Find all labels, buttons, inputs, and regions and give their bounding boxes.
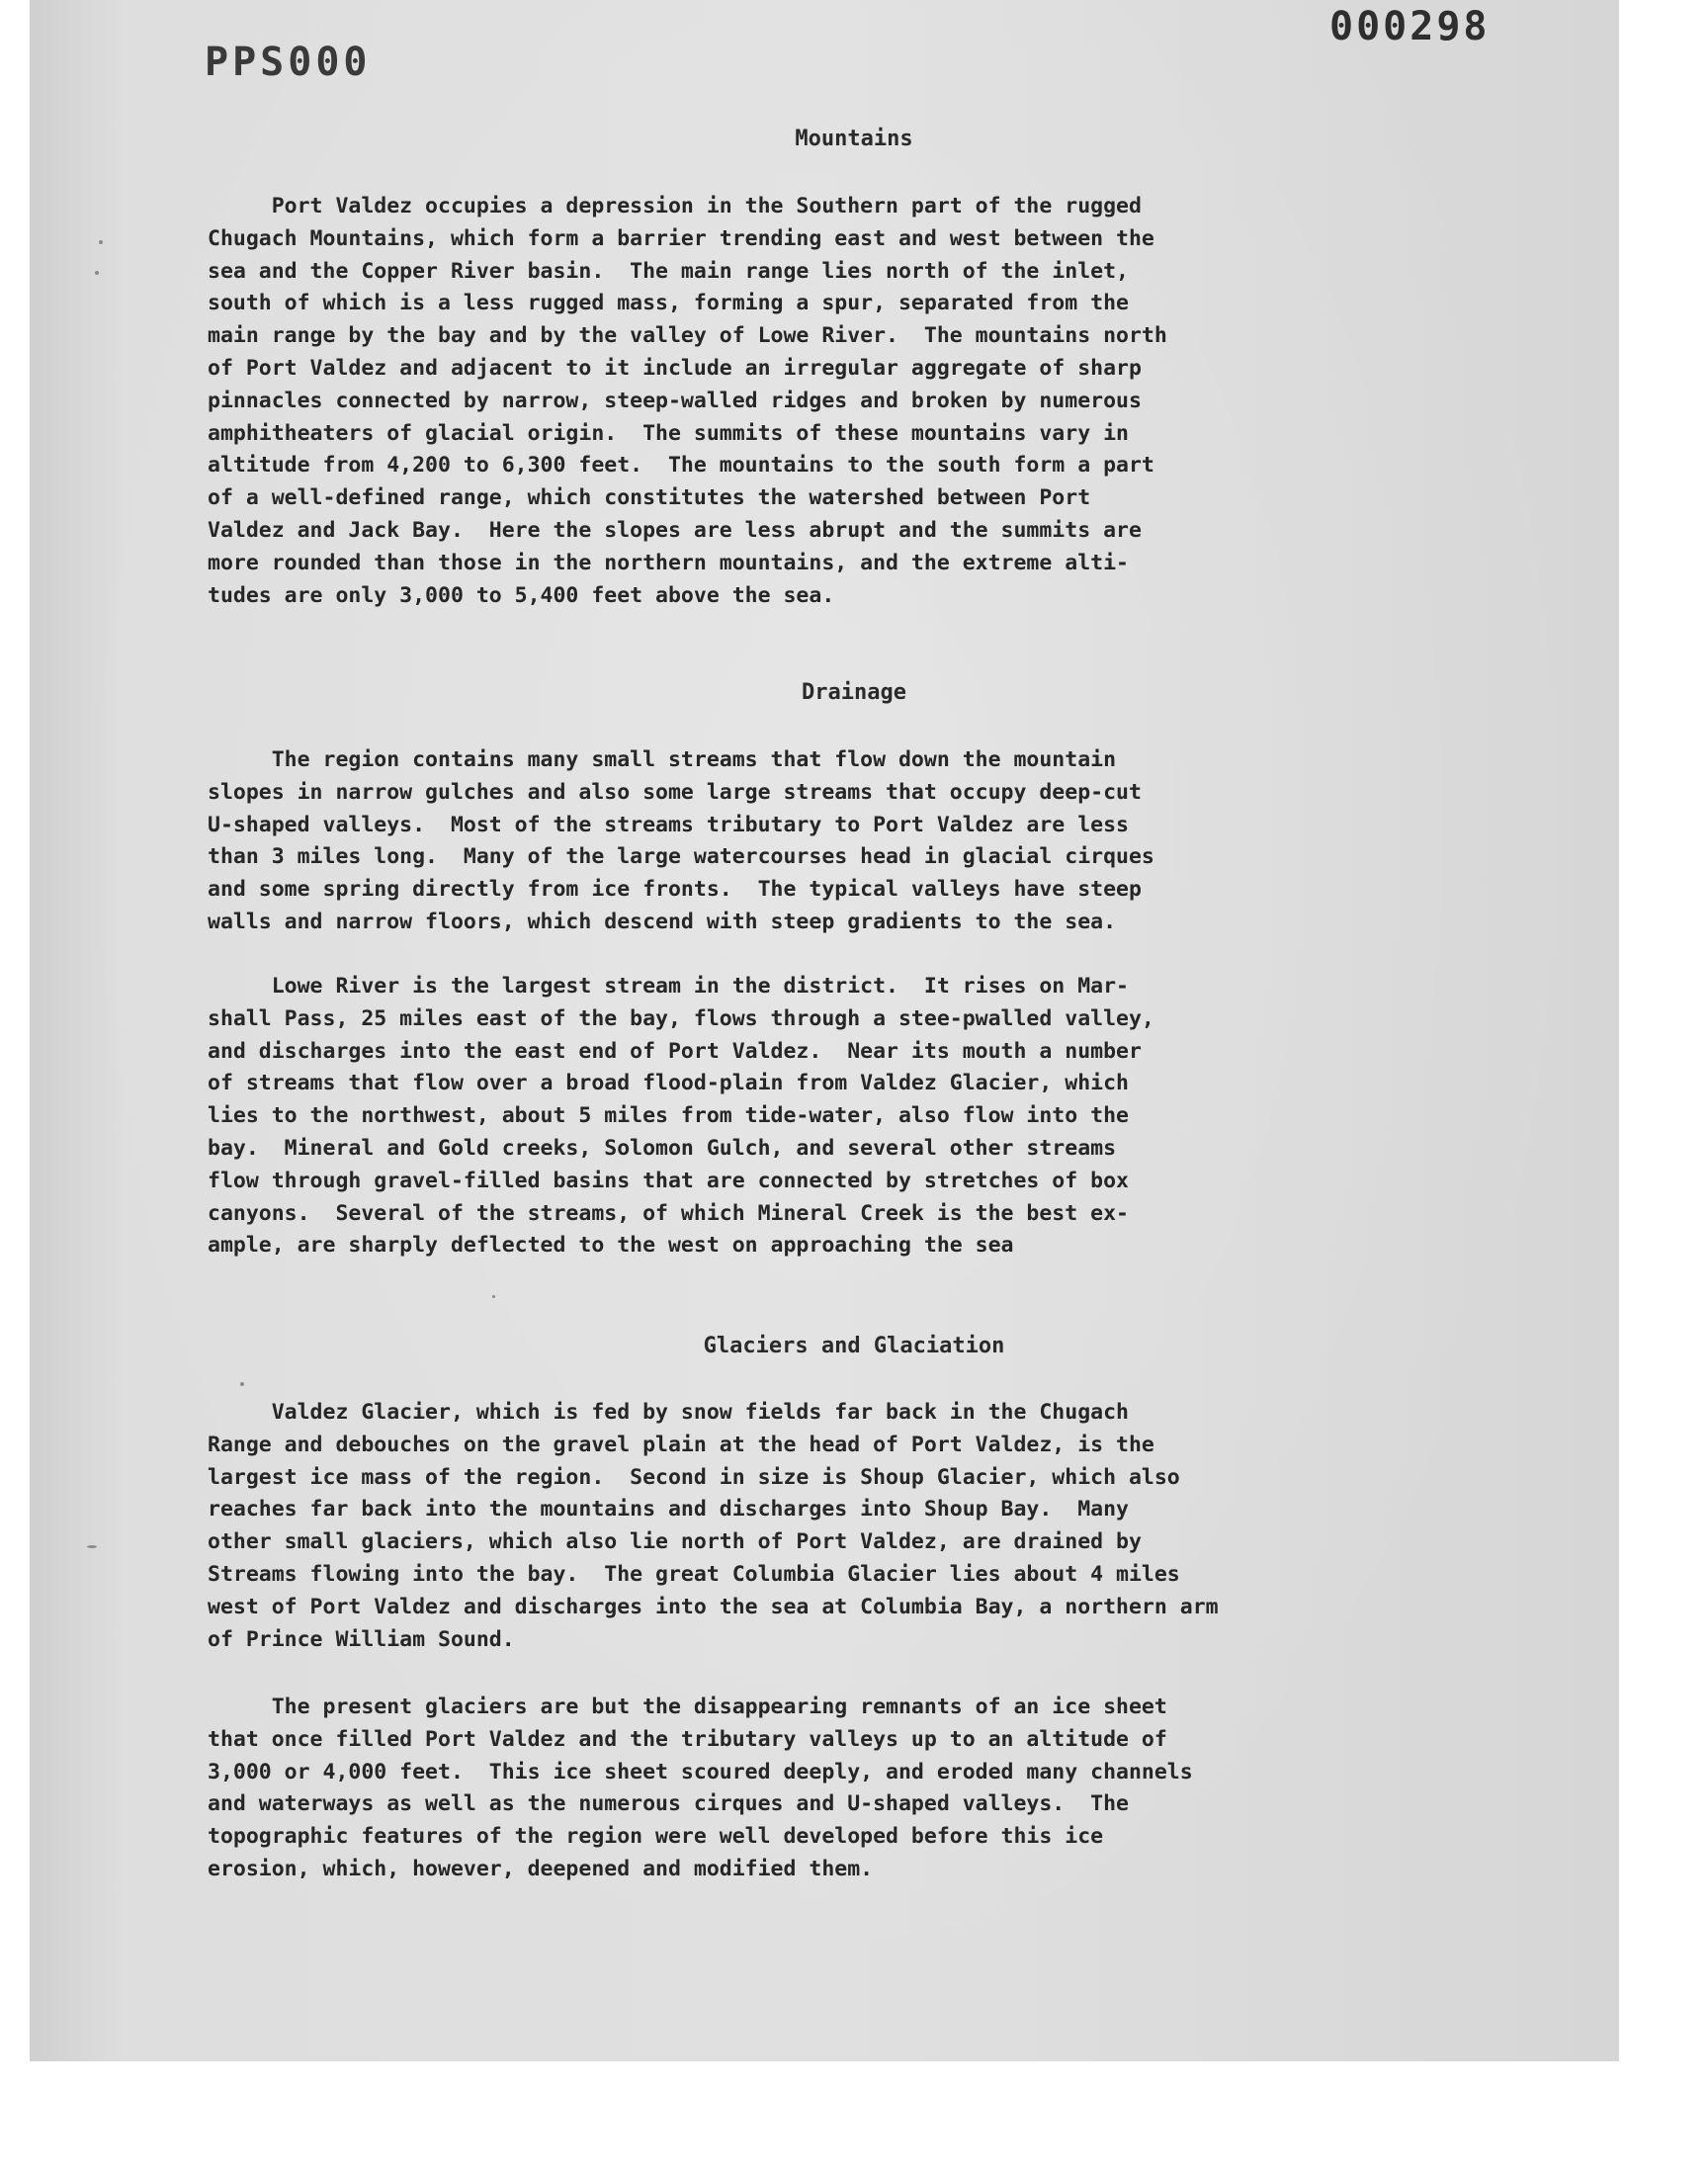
paragraph-drainage-1: The region contains many small streams that flow down the mountain slopes in narrow gulches and also some large streams that occupy deep-cut U-shaped valleys. Most of the streams tributary to Port Valdez are less than 3 miles long. Many of the large watercourses head in glacial cirques and some spring directly from ice fronts. The typical valleys have steep walls and narrow floors, which descend with steep gradients to the sea. bbox=[208, 747, 1154, 934]
heading-mountains: Mountains bbox=[795, 127, 913, 151]
paragraph-drainage-2: Lowe River is the largest stream in the district. It rises on Mar- shall Pass, 25 miles east of the bay, flows through a stee-pwalled valley, and discharges into the east end of Port Valdez. Near its mouth a number of streams that flow over a broad flood-plain from Valdez Glacier, which lies to the northwest, about 5 miles from tide-water, also flow into the bay. Mineral and Gold creeks, Solomon Gulch, and several other streams flow through gravel-filled basins that are connected by stretches of box canyons. Several of the streams, of which Mineral Creek is the best ex- ample, are sharply deflected to the west on approaching the sea bbox=[208, 974, 1154, 1259]
document-stamp-left: PPS000 bbox=[205, 40, 372, 85]
scan-speck bbox=[99, 240, 103, 244]
heading-glaciers: Glaciers and Glaciation bbox=[703, 1334, 1005, 1358]
scan-speck bbox=[492, 1295, 495, 1298]
scan-speck bbox=[87, 1545, 97, 1548]
paragraph-glaciers-1: Valdez Glacier, which is fed by snow fields far back in the Chugach Range and debouches on the gravel plain at the head of Port Valdez, is the largest ice mass of the region. Second in size is Shoup Glacier, which also reaches far back into the mountains and discharges into Shoup Bay. Many other small glaciers, which also lie north of Port Valdez, are drained by Streams flowing into the bay. The great Columbia Glacier lies about 4 miles west of Port Valdez and discharges into the sea at Columbia Bay, a northern arm of Prince William Sound. bbox=[208, 1400, 1219, 1652]
scan-speck bbox=[95, 271, 99, 275]
heading-drainage: Drainage bbox=[802, 680, 906, 705]
scan-speck bbox=[240, 1382, 244, 1386]
document-number-stamp: 000298 bbox=[1329, 4, 1491, 49]
paragraph-glaciers-2: The present glaciers are but the disappearing remnants of an ice sheet that once filled Port Valdez and the tributary valleys up to an altitude of 3,000 or 4,000 feet. This ice sheet scoured deeply, and eroded many channels and waterways as well as the numerous cirques and U-shaped valleys. The topographic features of the region were well developed before this ice erosion, which, however, deepened and modified them. bbox=[208, 1695, 1193, 1881]
paragraph-mountains: Port Valdez occupies a depression in the Southern part of the rugged Chugach Mountains, which form a barrier trending east and west between the sea and the Copper River basin. The main range lies north of the inlet, south of which is a less rugged mass, forming a spur, separated from the main range by the bay and by the valley of Lowe River. The mountains north of Port Valdez and adjacent to it include an irregular aggregate of sharp pinnacles connected by narrow, steep-walled ridges and broken by numerous amphitheaters of glacial origin. The summits of these mountains vary in altitude from 4,200 to 6,300 feet. The mountains to the south form a part of a well-defined range, which constitutes the watershed between Port Valdez and Jack Bay. Here the slopes are less abrupt and the summits are more rounded than those in the northern mountains, and the extreme alti- tudes are only 3,000 to 5,400 feet above the sea. bbox=[208, 194, 1167, 608]
